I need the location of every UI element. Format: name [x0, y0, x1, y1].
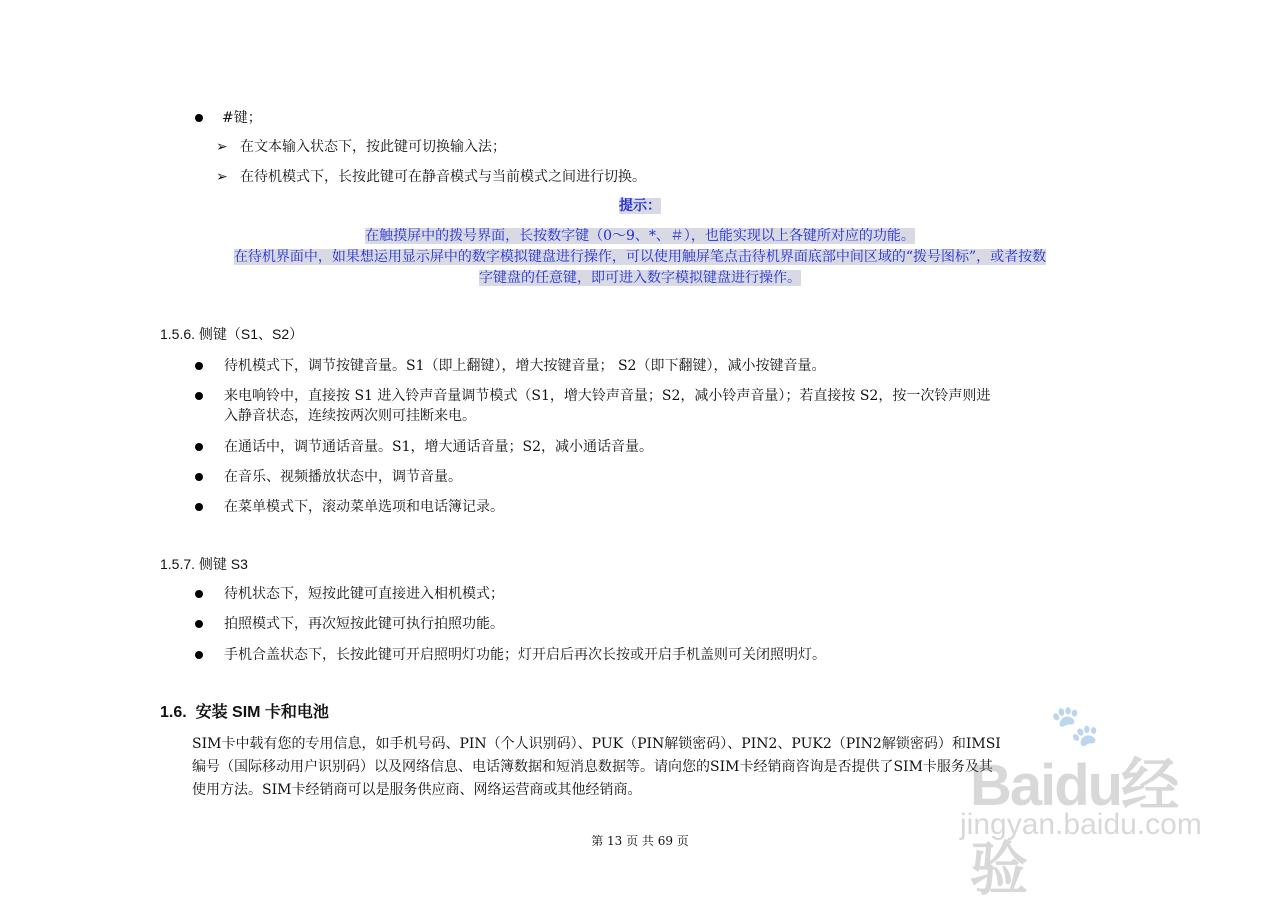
tip-label-text: 提示：	[619, 198, 661, 214]
list-item: 在音乐、视频播放状态中，调节音量。	[224, 469, 462, 485]
paw-logo-icon: 🐾	[1050, 704, 1100, 748]
tip-line-1	[0, 226, 1280, 247]
list-item: 在通话中，调节通话音量。S1，增大通话音量；S2，减小通话音量。	[224, 439, 653, 455]
tip-line-3	[0, 268, 1280, 289]
tip-line-3-text: 字键盘的任意键，即可进入数字模拟键盘进行操作。	[479, 270, 801, 286]
page-footer: 第 13 页 共 69 页	[591, 834, 689, 848]
hash-key-item-2: 在待机模式下，长按此键可在静音模式与当前模式之间进行切换。	[240, 169, 646, 185]
bullet-dot	[195, 114, 203, 122]
baidu-watermark	[940, 700, 1220, 902]
hash-key-title: #键；	[222, 110, 262, 126]
section-title: 安装 SIM 卡和电池	[195, 704, 329, 721]
arrow-bullet-icon: ➢	[216, 139, 228, 155]
bullet-dot	[195, 443, 203, 451]
section-heading-16	[160, 703, 329, 723]
arrow-bullet-icon: ➢	[216, 169, 228, 185]
watermark-url: jingyan.baidu.com	[960, 808, 1202, 841]
hash-key-item-1: 在文本输入状态下，按此键可切换输入法；	[240, 139, 506, 155]
list-item: 来电响铃中，直接按 S1 进入铃声音量调节模式（S1，增大铃声音量；S2，减小铃声音量）；若直接按 S2，按一次铃声则进	[224, 388, 991, 404]
bullet-dot	[195, 503, 203, 511]
list-item: 在菜单模式下，滚动菜单选项和电话簿记录。	[224, 499, 504, 515]
bullet-dot	[195, 392, 203, 400]
section-number: 1.6.	[160, 704, 187, 721]
list-item-continuation: 入静音状态，连续按两次则可挂断来电。	[224, 408, 476, 424]
paragraph-line: 编号（国际移动用户识别码）以及网络信息、电话簿数据和短消息数据等。请向您的SIM卡经销商咨询是否提供了SIM卡服务及其	[192, 759, 993, 775]
list-item: 待机状态下，短按此键可直接进入相机模式；	[224, 586, 504, 602]
list-item: 手机合盖状态下，长按此键可开启照明灯功能；灯开启后再次长按或开启手机盖则可关闭照明灯。	[224, 647, 826, 663]
paragraph-line: 使用方法。SIM卡经销商可以是服务供应商、网络运营商或其他经销商。	[192, 782, 642, 798]
section-heading-157: 1.5.7. 侧键 S3	[160, 556, 248, 572]
bullet-dot	[195, 362, 203, 370]
watermark-brand: Baidu经验	[970, 753, 1178, 902]
bullet-dot	[195, 473, 203, 481]
list-item: 拍照模式下，再次短按此键可执行拍照功能。	[224, 616, 504, 632]
paragraph-line: SIM卡中载有您的专用信息，如手机号码、PIN（个人识别码）、PUK（PIN解锁密码）、PIN2、PUK2（PIN2解锁密码）和IMSI	[192, 736, 1001, 752]
bullet-dot	[195, 590, 203, 598]
section-heading-156: 1.5.6. 侧键（S1、S2）	[160, 326, 304, 342]
bullet-dot	[195, 620, 203, 628]
tip-line-2-text: 在待机界面中，如果想运用显示屏中的数字模拟键盘进行操作，可以使用触屏笔点击待机界面底部中间区域的“拨号图标”，或者按数	[233, 249, 1047, 265]
tip-label	[0, 196, 1280, 217]
tip-line-2	[0, 247, 1280, 268]
tip-line-1-text: 在触摸屏中的拨号界面，长按数字键（0～9、*、＃），也能实现以上各键所对应的功能。	[365, 228, 915, 244]
list-item: 待机模式下，调节按键音量。S1（即上翻键），增大按键音量； S2（即下翻键），减小按键音量。	[224, 358, 826, 374]
bullet-dot	[195, 651, 203, 659]
